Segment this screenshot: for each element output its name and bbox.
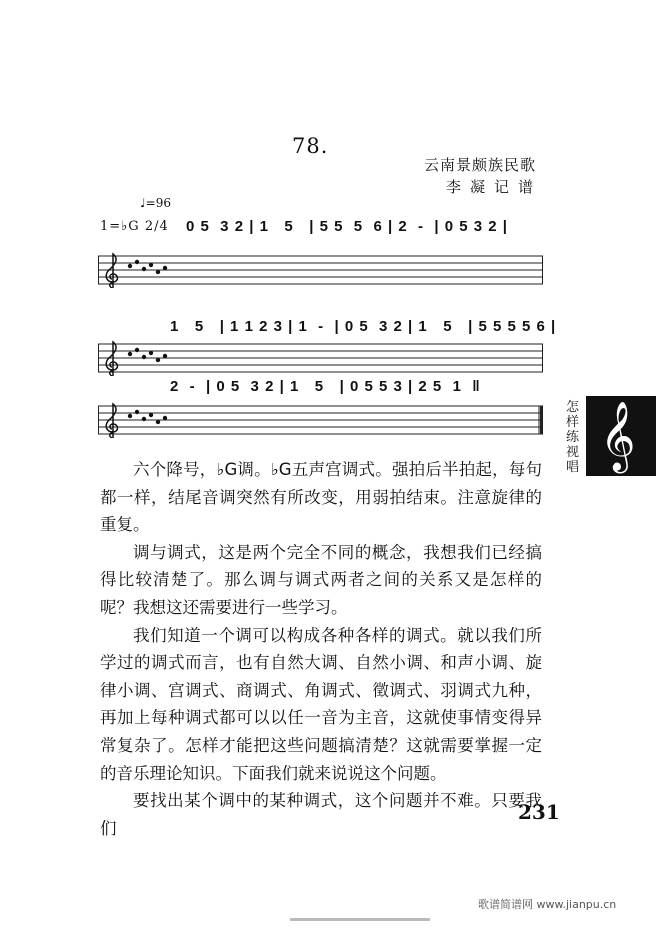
song-origin: 云南景颇族民歌 <box>423 156 536 174</box>
tempo-marking: ♩=96 <box>140 196 171 210</box>
music-staff-1 <box>98 252 543 288</box>
side-tab-label: 怎样练视唱 <box>566 400 580 475</box>
flat-signs <box>128 348 167 362</box>
jianpu-row-2: 1 5 | 1 1 2 3 | 1 - | 0 5 3 2 | 1 5 | 5 5 5 5 6 | <box>170 318 557 335</box>
treble-clef-icon <box>106 342 117 376</box>
song-number: 78. <box>292 134 329 158</box>
treble-clef-icon: 𝄞 <box>600 401 636 471</box>
flat-signs <box>128 260 167 274</box>
scan-artifact <box>290 918 430 921</box>
paragraph: 要找出某个调中的某种调式，这个问题并不难。只要我们 <box>100 791 542 838</box>
watermark: 歌谱简谱网 www.jianpu.cn <box>478 898 617 911</box>
page-number: 231 <box>518 800 560 824</box>
key-signature: 1=♭G 2/4 <box>100 219 169 234</box>
flat-signs <box>128 410 167 424</box>
jianpu-row-1: 0 5 3 2 | 1 5 | 5 5 5 6 | 2 - | 0 5 3 2 | <box>186 218 508 235</box>
paragraph: 调与调式，这是两个完全不同的概念，我想我们已经搞得比较清楚了。那么调与调式两者之间的关系又是怎样的呢？我想这还需要进行一些学习。 <box>100 542 542 617</box>
jianpu-row-3: 2 - | 0 5 3 2 | 1 5 | 0 5 5 3 | 2 5 1 ‖ <box>170 378 481 395</box>
paragraph: 六个降号，♭G调。♭G五声宫调式。强拍后半拍起，每句都一样，结尾音调突然有所改变，用弱拍结束。注意旋律的重复。 <box>100 460 542 535</box>
music-staff-2 <box>98 340 543 376</box>
body-text <box>100 456 542 842</box>
song-notator: 李凝记谱 <box>445 178 542 196</box>
treble-clef-icon <box>106 254 117 288</box>
treble-clef-icon <box>106 404 117 438</box>
paragraph: 我们知道一个调可以构成各种各样的调式。就以我们所学过的调式而言，也有自然大调、自然小调、和声小调、旋律小调、宫调式、商调式、角调式、徵调式、羽调式九种，再加上每种调式都可以以任一音为主音，这就使事情变得异常复杂了。怎样才能把这些问题搞清楚？这就需要掌握一定的音乐理论知识。下面我们就来说说这个问题。 <box>100 625 542 783</box>
music-staff-3 <box>98 402 543 438</box>
